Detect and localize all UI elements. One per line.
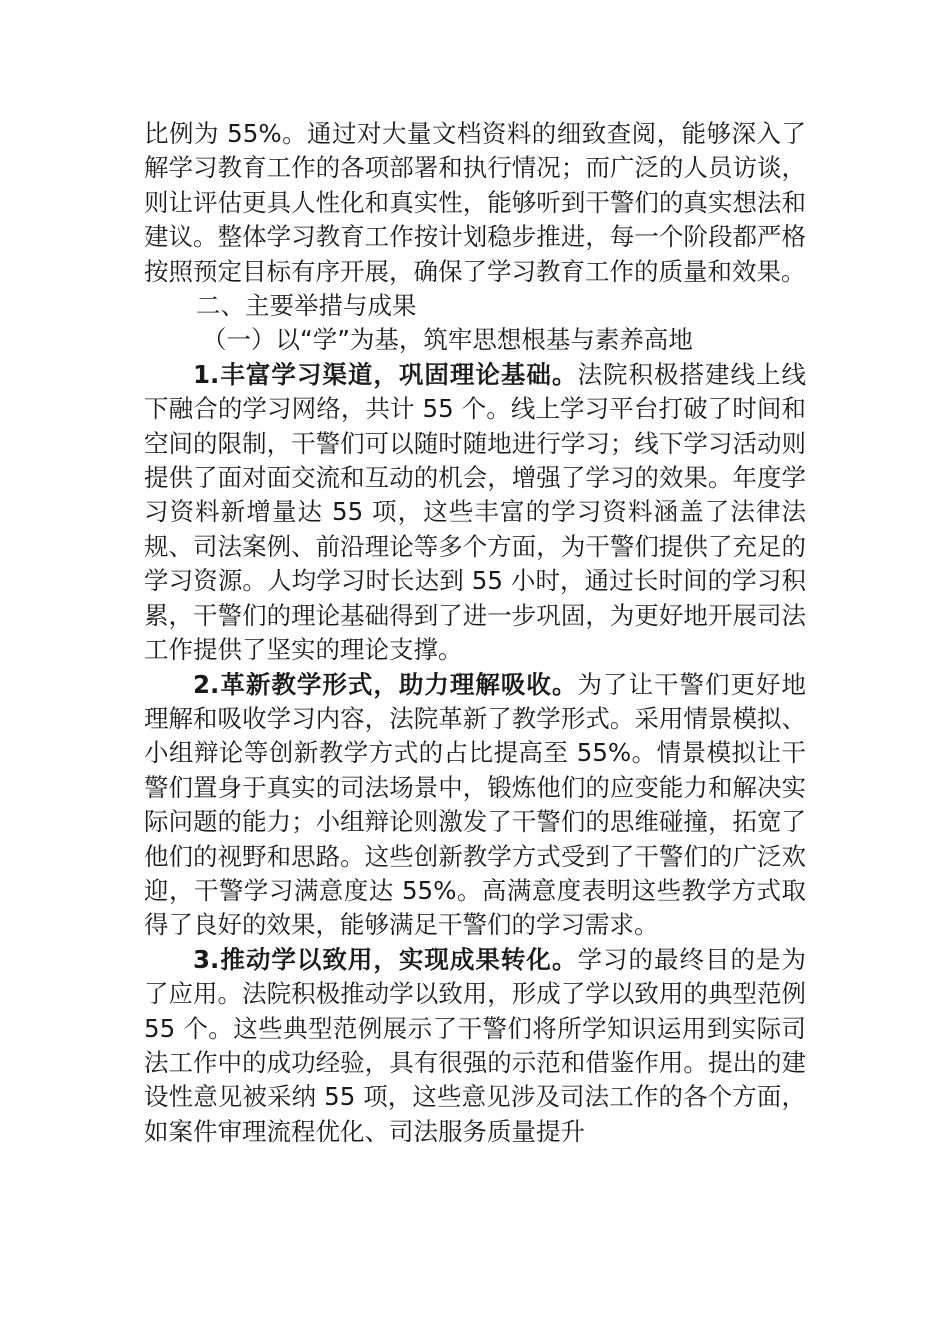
item-3-lead: 3.推动学以致用，实现成果转化。 [193,944,578,974]
item-2-paragraph [144,668,806,943]
item-1-lead: 1.丰富学习渠道，巩固理论基础。 [193,359,578,389]
item-1-paragraph [144,358,806,668]
item-2-body: 为了让干警们更好地理解和吸收学习内容，法院革新了教学形式。采用情景模拟、小组辩论等创新教学方式的占比提高至 55%。情景模拟让干警们置身于真实的司法场景中，锻炼他们的应变能力和解决实际问题的能力；小组辩论则激发了干警们的思维碰撞，拓宽了他们的视野和思路。这些创新教学方式受到了干警们的广泛欢迎，干警学习满意度达 55%。高满意度表明这些教学方式取得了良好的效果，能够满足干警们的学习需求。 [144,669,807,940]
section-heading: 二、主要举措与成果 [196,291,417,321]
item-3-body: 学习的最终目的是为了应用。法院积极推动学以致用，形成了学以致用的典型范例 55 个。这些典型范例展示了干警们将所学知识运用到实际司法工作中的成功经验，具有很强的示范和借鉴作用。提出的建设性意见被采纳 55 项，这些意见涉及司法工作的各个方面，如案件审理流程优化、司法服务质量提升 [144,944,807,1146]
subsection-heading: （一）以“学”为基，筑牢思想根基与素养高地 [202,325,693,355]
item-3-paragraph [144,943,806,1149]
item-2-lead: 2.革新教学形式，助力理解吸收。 [193,669,578,699]
document-page [144,117,806,1149]
intro-paragraph: 比例为 55%。通过对大量文档资料的细致查阅，能够深入了解学习教育工作的各项部署和执行情况；而广泛的人员访谈，则让评估更具人性化和真实性，能够听到干警们的真实想法和建议。整体学习教育工作按计划稳步推进，每一个阶段都严格按照预定目标有序开展，确保了学习教育工作的质量和效果。 [144,119,806,286]
item-1-body: 法院积极搭建线上线下融合的学习网络，共计 55 个。线上学习平台打破了时间和空间的限制，干警们可以随时随地进行学习；线下学习活动则提供了面对面交流和互动的机会，增强了学习的效果。年度学习资料新增量达 55 项，这些丰富的学习资料涵盖了法律法规、司法案例、前沿理论等多个方面，为干警们提供了充足的学习资源。人均学习时长达到 55 小时，通过长时间的学习积累，干警们的理论基础得到了进一步巩固，为更好地开展司法工作提供了坚实的理论支撑。 [144,359,807,665]
